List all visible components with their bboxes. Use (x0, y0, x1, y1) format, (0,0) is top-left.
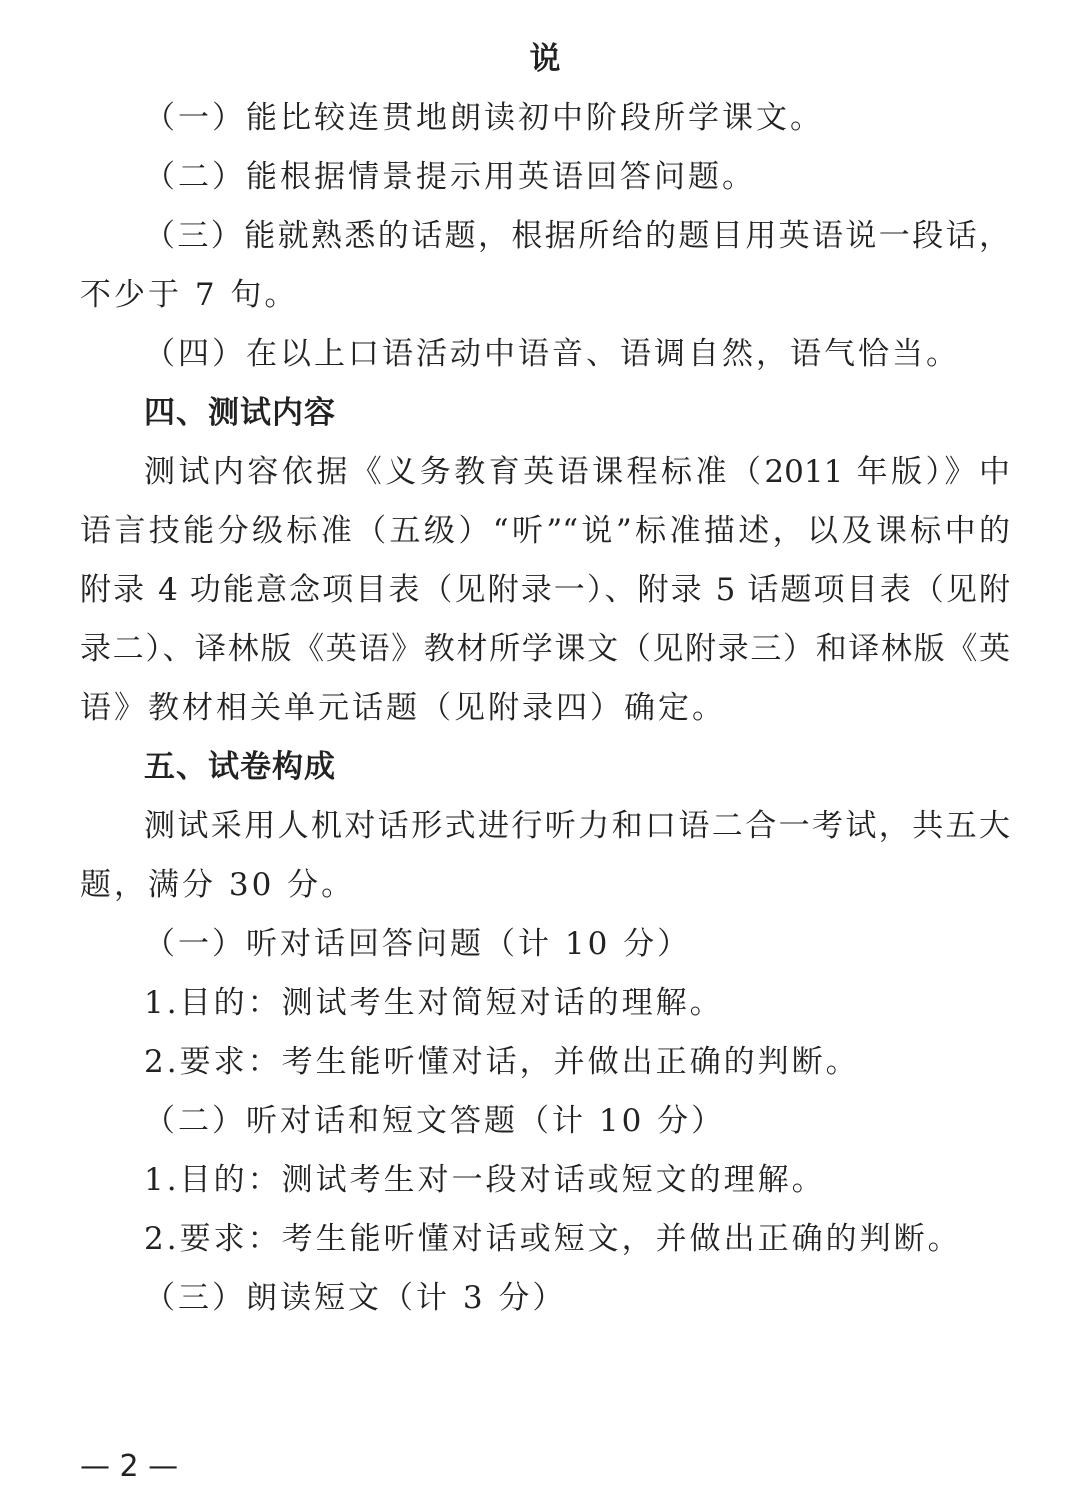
part-1-requirement: 2.要求：考生能听懂对话，并做出正确的判断。 (144, 1044, 860, 1080)
part-2-purpose: 1.目的：测试考生对一段对话或短文的理解。 (144, 1162, 826, 1198)
heading-test-content: 四、测试内容 (144, 395, 336, 431)
speaking-item-3-part1: （三）能就熟悉的话题，根据所给的题目用英语说一段话， (144, 218, 1010, 254)
part-1-purpose: 1.目的：测试考生对简短对话的理解。 (144, 985, 724, 1021)
page-number: — 2 — (80, 1449, 179, 1484)
test-content-line-4: 录二）、译林版《英语》教材所学课文（见附录三）和译林版《英 (80, 631, 1010, 667)
paper-structure-line-1: 测试采用人机对话形式进行听力和口语二合一考试，共五大 (144, 808, 1010, 844)
test-content-line-2: 语言技能分级标准（五级）“听”“说”标准描述，以及课标中的 (80, 513, 1010, 549)
part-1-title: （一）听对话回答问题（计 10 分） (144, 926, 692, 962)
speaking-item-1: （一）能比较连贯地朗读初中阶段所学课文。 (144, 100, 824, 136)
section-title: 说 (529, 41, 561, 77)
heading-paper-structure: 五、试卷构成 (144, 749, 336, 785)
test-content-line-1: 测试内容依据《义务教育英语课程标准（2011 年版）》中 (144, 454, 1010, 490)
paper-structure-line-2: 题，满分 30 分。 (80, 867, 356, 903)
part-3-title: （三）朗读短文（计 3 分） (144, 1280, 567, 1316)
test-content-line-5: 语》教材相关单元话题（见附录四）确定。 (80, 690, 726, 726)
speaking-item-4: （四）在以上口语活动中语音、语调自然，语气恰当。 (144, 336, 960, 372)
test-content-line-3: 附录 4 功能意念项目表（见附录一）、附录 5 话题项目表（见附 (80, 572, 1010, 608)
speaking-item-3-part2: 不少于 7 句。 (80, 277, 299, 313)
part-2-title: （二）听对话和短文答题（计 10 分） (144, 1103, 726, 1139)
document-page (80, 30, 1010, 1328)
part-2-requirement: 2.要求：考生能听懂对话或短文，并做出正确的判断。 (144, 1221, 962, 1257)
speaking-item-2: （二）能根据情景提示用英语回答问题。 (144, 159, 756, 195)
